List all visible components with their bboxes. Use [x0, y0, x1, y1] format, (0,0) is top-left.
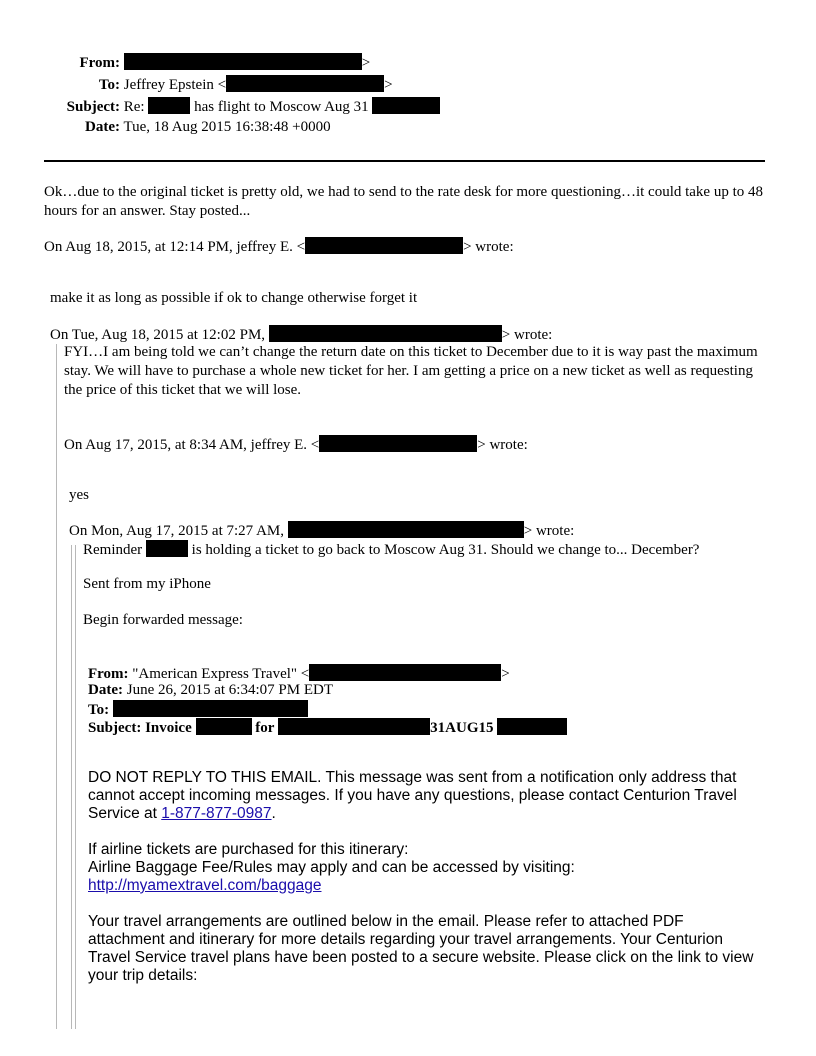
to-label: To: [98, 77, 120, 93]
q3-attrib-pre: On Aug 17, 2015, at 8:34 AM, jeffrey E. < [64, 437, 320, 453]
to-suffix: > [384, 77, 393, 93]
fwd-from-suffix: > [501, 666, 510, 682]
quote3-attribution [64, 435, 528, 454]
subject-mid: has flight to Moscow Aug 31 [194, 99, 369, 115]
q4-text-pre: Reminder [83, 542, 143, 558]
redacted-block [124, 53, 362, 70]
arrangements-paragraph: Your travel arrangements are outlined below in the email. Please refer to attached PDF attachment and itinerary for more details regarding your travel arrangements. Your Centurion Travel Service travel plans have been posted to a secure website. Please click on the link to view your trip details: [88, 913, 754, 984]
baggage-paragraph [88, 841, 758, 895]
notice-end: . [271, 805, 276, 822]
fwd-to-row [88, 700, 308, 719]
redacted-block [269, 325, 502, 342]
q1-attrib-pre: On Aug 18, 2015, at 12:14 PM, jeffrey E. < [44, 239, 306, 255]
quote1-attribution [44, 237, 514, 256]
quote-bar-level2 [71, 545, 72, 1029]
redacted-block [288, 521, 524, 538]
redacted-block [309, 664, 501, 681]
fwd-date-row [88, 682, 333, 699]
redacted-block [319, 435, 477, 452]
header-divider [44, 160, 765, 162]
q4-text-post: is holding a ticket to go back to Moscow Aug 31. Should we change to... December? [191, 542, 700, 558]
begin-forwarded-text: Begin forwarded message: [83, 612, 243, 628]
reply-text: Ok…due to the original ticket is pretty old, we had to send to the rate desk for more questioning…it could take up to 48 hours for an answer. Stay posted... [44, 184, 764, 219]
fwd-subject-row [88, 718, 567, 737]
redacted-block [196, 718, 252, 735]
header-from-row [60, 53, 370, 72]
fwd-subject-for: for [255, 720, 275, 736]
quote4-text [83, 540, 699, 559]
header-to-row [60, 75, 393, 94]
q2-attrib-pre: On Tue, Aug 18, 2015 at 12:02 PM, [50, 327, 266, 343]
quote2-text: FYI…I am being told we can’t change the return date on this ticket to December due to it is way past the maximum stay. We will have to purchase a whole new ticket for her. I am getting a price on a new ticket as well as requesting the price of this ticket that we will lose. [64, 344, 758, 398]
redacted-block [497, 718, 567, 735]
fwd-date-value: June 26, 2015 at 6:34:07 PM EDT [126, 682, 333, 698]
redacted-block [148, 97, 190, 114]
fwd-subject-code: 31AUG15 [430, 720, 494, 736]
sent-from-text: Sent from my iPhone [83, 576, 211, 592]
notice-paragraph [88, 769, 758, 823]
date-label: Date: [85, 119, 120, 135]
q4-attrib-post: > wrote: [523, 523, 575, 539]
header-subject-row [60, 97, 440, 116]
redacted-block [372, 97, 440, 114]
notice-text: DO NOT REPLY TO THIS EMAIL. This message was sent from a notification only address that cannot accept incoming messages. If you have any questions, please contact Centurion Travel Service at [88, 769, 737, 822]
header-date-row [60, 119, 331, 136]
from-label: From: [79, 55, 120, 71]
subject-pre: Re: [123, 99, 145, 115]
quote1-text: make it as long as possible if ok to change otherwise forget it [50, 290, 418, 306]
q3-attrib-post: > wrote: [477, 437, 528, 453]
fwd-from-label: From: [88, 666, 129, 682]
redacted-block [146, 540, 188, 557]
baggage-link[interactable]: http://myamextravel.com/baggage [88, 877, 322, 894]
fwd-date-label: Date: [88, 682, 123, 698]
subject-label: Subject: [66, 99, 120, 115]
quote3-text: yes [69, 487, 89, 503]
baggage-line-2: Airline Baggage Fee/Rules may apply and can be accessed by visiting: [88, 859, 575, 876]
q1-attrib-post: > wrote: [463, 239, 514, 255]
to-value: Jeffrey Epstein < [123, 77, 227, 93]
redacted-block [305, 237, 463, 254]
q2-attrib-post: > wrote: [501, 327, 553, 343]
redacted-block [113, 700, 308, 717]
baggage-line-1: If airline tickets are purchased for this itinerary: [88, 841, 409, 858]
from-suffix: > [361, 55, 371, 71]
quote2-attribution [50, 325, 552, 344]
quote-bar-level2b [75, 545, 76, 1029]
fwd-to-label: To: [88, 702, 110, 718]
q4-attrib-pre: On Mon, Aug 17, 2015 at 7:27 AM, [69, 523, 285, 539]
redacted-block [226, 75, 384, 92]
fwd-subject-label: Subject: Invoice [88, 720, 192, 736]
redacted-block [278, 718, 430, 735]
quote-bar-level1 [56, 344, 57, 1029]
quote4-attribution [69, 521, 574, 540]
fwd-from-row [88, 664, 510, 683]
phone-link[interactable]: 1-877-877-0987 [161, 805, 272, 822]
date-value: Tue, 18 Aug 2015 16:38:48 +0000 [123, 119, 331, 135]
fwd-from-value: "American Express Travel" < [132, 666, 310, 682]
